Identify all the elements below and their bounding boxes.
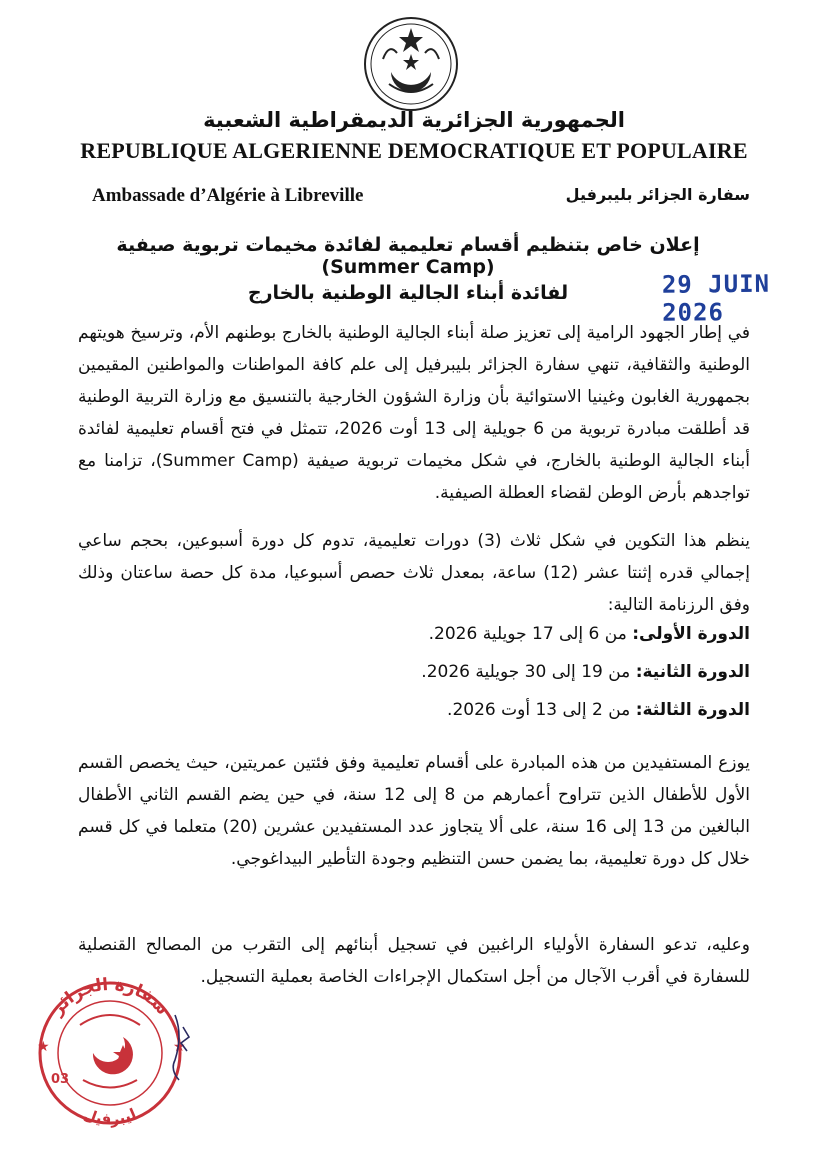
session-label: الدورة الثانية: [635,662,750,682]
republic-arabic-title: الجمهورية الجزائرية الديمقراطية الشعبية [203,108,625,132]
session-2 [421,662,750,682]
age-groups-paragraph: يوزع المستفيدين من هذه المبادرة على أقسام تعليمية وفق فئتين عمريتين، حيث يخصص القسم الأول للأطفال الذين تتراوح أعمارهم من 8 إلى 12 سنة، في حين يضم القسم الثاني الأطفال البالغين من 13 إلى 16 سنة، على ألا يتجاوز عدد المستفيدين عشرين (20) متعلما في كل قسم خلال كل دورة تعليمية، بما يضمن حسن التنظيم وجودة التأطير البيداغوجي. [78,753,750,869]
svg-text:ليبرفيل [81,1105,139,1128]
stamp-number: 03 [51,1072,70,1087]
svg-text:★: ★ [37,1039,50,1055]
session-label: الدورة الأولى: [632,624,750,644]
session-3 [447,700,750,720]
schedule-paragraph: ينظم هذا التكوين في شكل ثلاث (3) دورات تعليمية، تدوم كل دورة أسبوعين، بحجم ساعي إجمالي قدره إثنتا عشر (12) ساعة، بمعدل ثلاث حصص أسبوعيا، مدة كل حصة ساعتان وذلك وفق الرزنامة التالية: [78,531,750,615]
stamp-top-text: سفارة الجزائر [47,974,173,1020]
svg-text:★: ★ [173,1039,186,1055]
announcement-title: إعلان خاص بتنظيم أقسام تعليمية لفائدة مخيمات تربوية صيفية (Summer Camp) [116,234,700,278]
session-dates: من 2 إلى 13 أوت 2026. [447,700,636,720]
intro-paragraph: في إطار الجهود الرامية إلى تعزيز صلة أبناء الجالية الوطنية بالخارج بوطنهم الأم، وترسيخ هويتهم الوطنية والثقافية، تنهي سفارة الجزائر بليبرفيل إلى علم كافة المواطنات والمواطنين المقيمين بجمهورية الغابون وغينيا الاستوائية بأن وزارة الشؤون الخارجية بالتنسيق مع وزارة التربية الوطنية قد أطلقت مبادرة تربوية من 6 جويلية إلى 13 أوت 2026، تتمثل في فتح أقسام تعليمية لفائدة أبناء الجالية الوطنية بالخارج، في شكل مخيمات تربوية صيفية (Summer Camp)، تزامنا مع تواجدهم بأرض الوطن لقضاء العطلة الصيفية. [78,323,750,503]
session-dates: من 19 إلى 30 جويلية 2026. [421,662,636,682]
national-emblem-seal [361,14,461,114]
stamp-bottom-text: ليبرفيل [81,1104,140,1129]
session-1 [429,624,750,644]
session-dates: من 6 إلى 17 جويلية 2026. [428,624,633,644]
date-stamp: 29 JUIN 2026 [661,269,771,327]
announcement-subtitle: لفائدة أبناء الجالية الوطنية بالخارج [247,282,569,304]
embassy-stamp [25,955,195,1145]
embassy-name-french: Ambassade d’Algérie à Libreville [92,185,364,206]
republic-french-title: REPUBLIQUE ALGERIENNE DEMOCRATIQUE ET POPULAIRE [80,138,748,163]
registration-paragraph: وعليه، تدعو السفارة الأولياء الراغبين في تسجيل أبنائهم إلى التقرب من المصالح القنصلية للسفارة في أقرب الآجال من أجل استكمال الإجراءات الخاصة بعملية التسجيل. [78,935,750,987]
session-label: الدورة الثالثة: [635,700,750,720]
embassy-name-arabic: سفارة الجزائر بليبرفيل [565,185,750,204]
